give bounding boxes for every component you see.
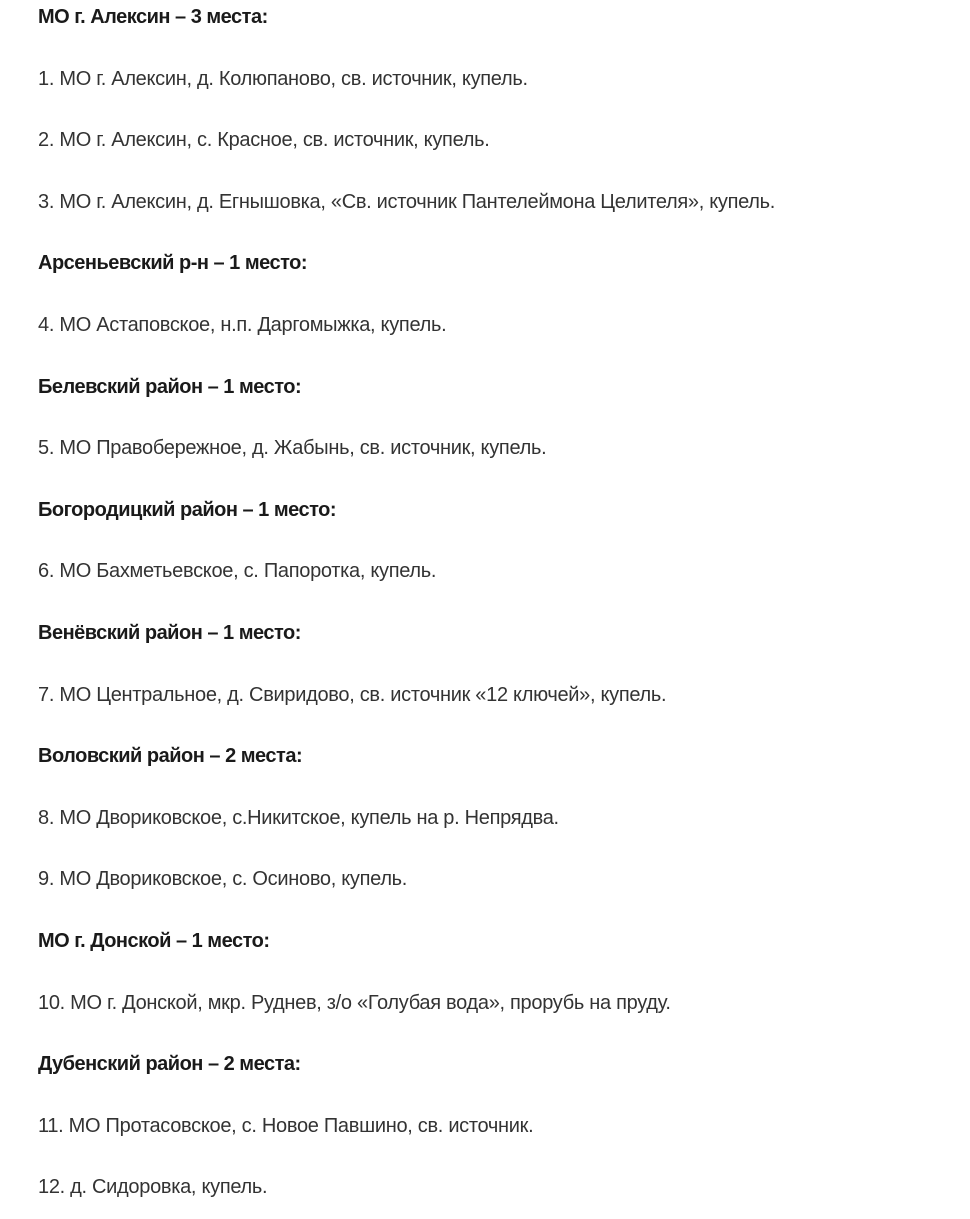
section-heading: МО г. Алексин – 3 места: — [38, 6, 268, 28]
list-item: 8. МО Двориковское, с.Никитское, купель на р. Непрядва. — [38, 806, 559, 829]
list-item: 4. МО Астаповское, н.п. Даргомыжка, купель. — [38, 313, 447, 336]
section-heading: Арсеньевский р-н – 1 место: — [38, 252, 308, 275]
list-item: 9. МО Двориковское, с. Осиново, купель. — [38, 868, 408, 891]
section-heading: МО г. Донской – 1 место: — [38, 929, 270, 952]
list-item: 6. МО Бахметьевское, с. Папоротка, купель. — [38, 560, 437, 583]
section-heading: Воловский район – 2 места: — [38, 745, 303, 768]
list-item: 2. МО г. Алексин, с. Красное, св. источник, купель. — [38, 129, 490, 152]
list-item: 7. МО Центральное, д. Свиридово, св. источник «12 ключей», купель. — [38, 683, 667, 706]
list-item: 10. МО г. Донской, мкр. Руднев, з/о «Голубая вода», прорубь на пруду. — [38, 991, 671, 1014]
list-item: 12. д. Сидоровка, купель. — [38, 1176, 268, 1199]
section-heading: Дубенский район – 2 места: — [38, 1053, 301, 1076]
section-heading: Богородицкий район – 1 место: — [38, 498, 337, 521]
list-item: 11. МО Протасовское, с. Новое Павшино, св. источник. — [38, 1114, 534, 1137]
list-item: 1. МО г. Алексин, д. Колюпаново, св. источник, купель. — [38, 67, 528, 90]
document-body — [38, 0, 970, 1219]
section-heading: Белевский район – 1 место: — [38, 375, 302, 398]
list-item: 5. МО Правобережное, д. Жабынь, св. источник, купель. — [38, 437, 547, 460]
section-heading: Венёвский район – 1 место: — [38, 621, 301, 644]
list-item: 3. МО г. Алексин, д. Егнышовка, «Св. источник Пантелеймона Целителя», купель. — [38, 190, 776, 213]
